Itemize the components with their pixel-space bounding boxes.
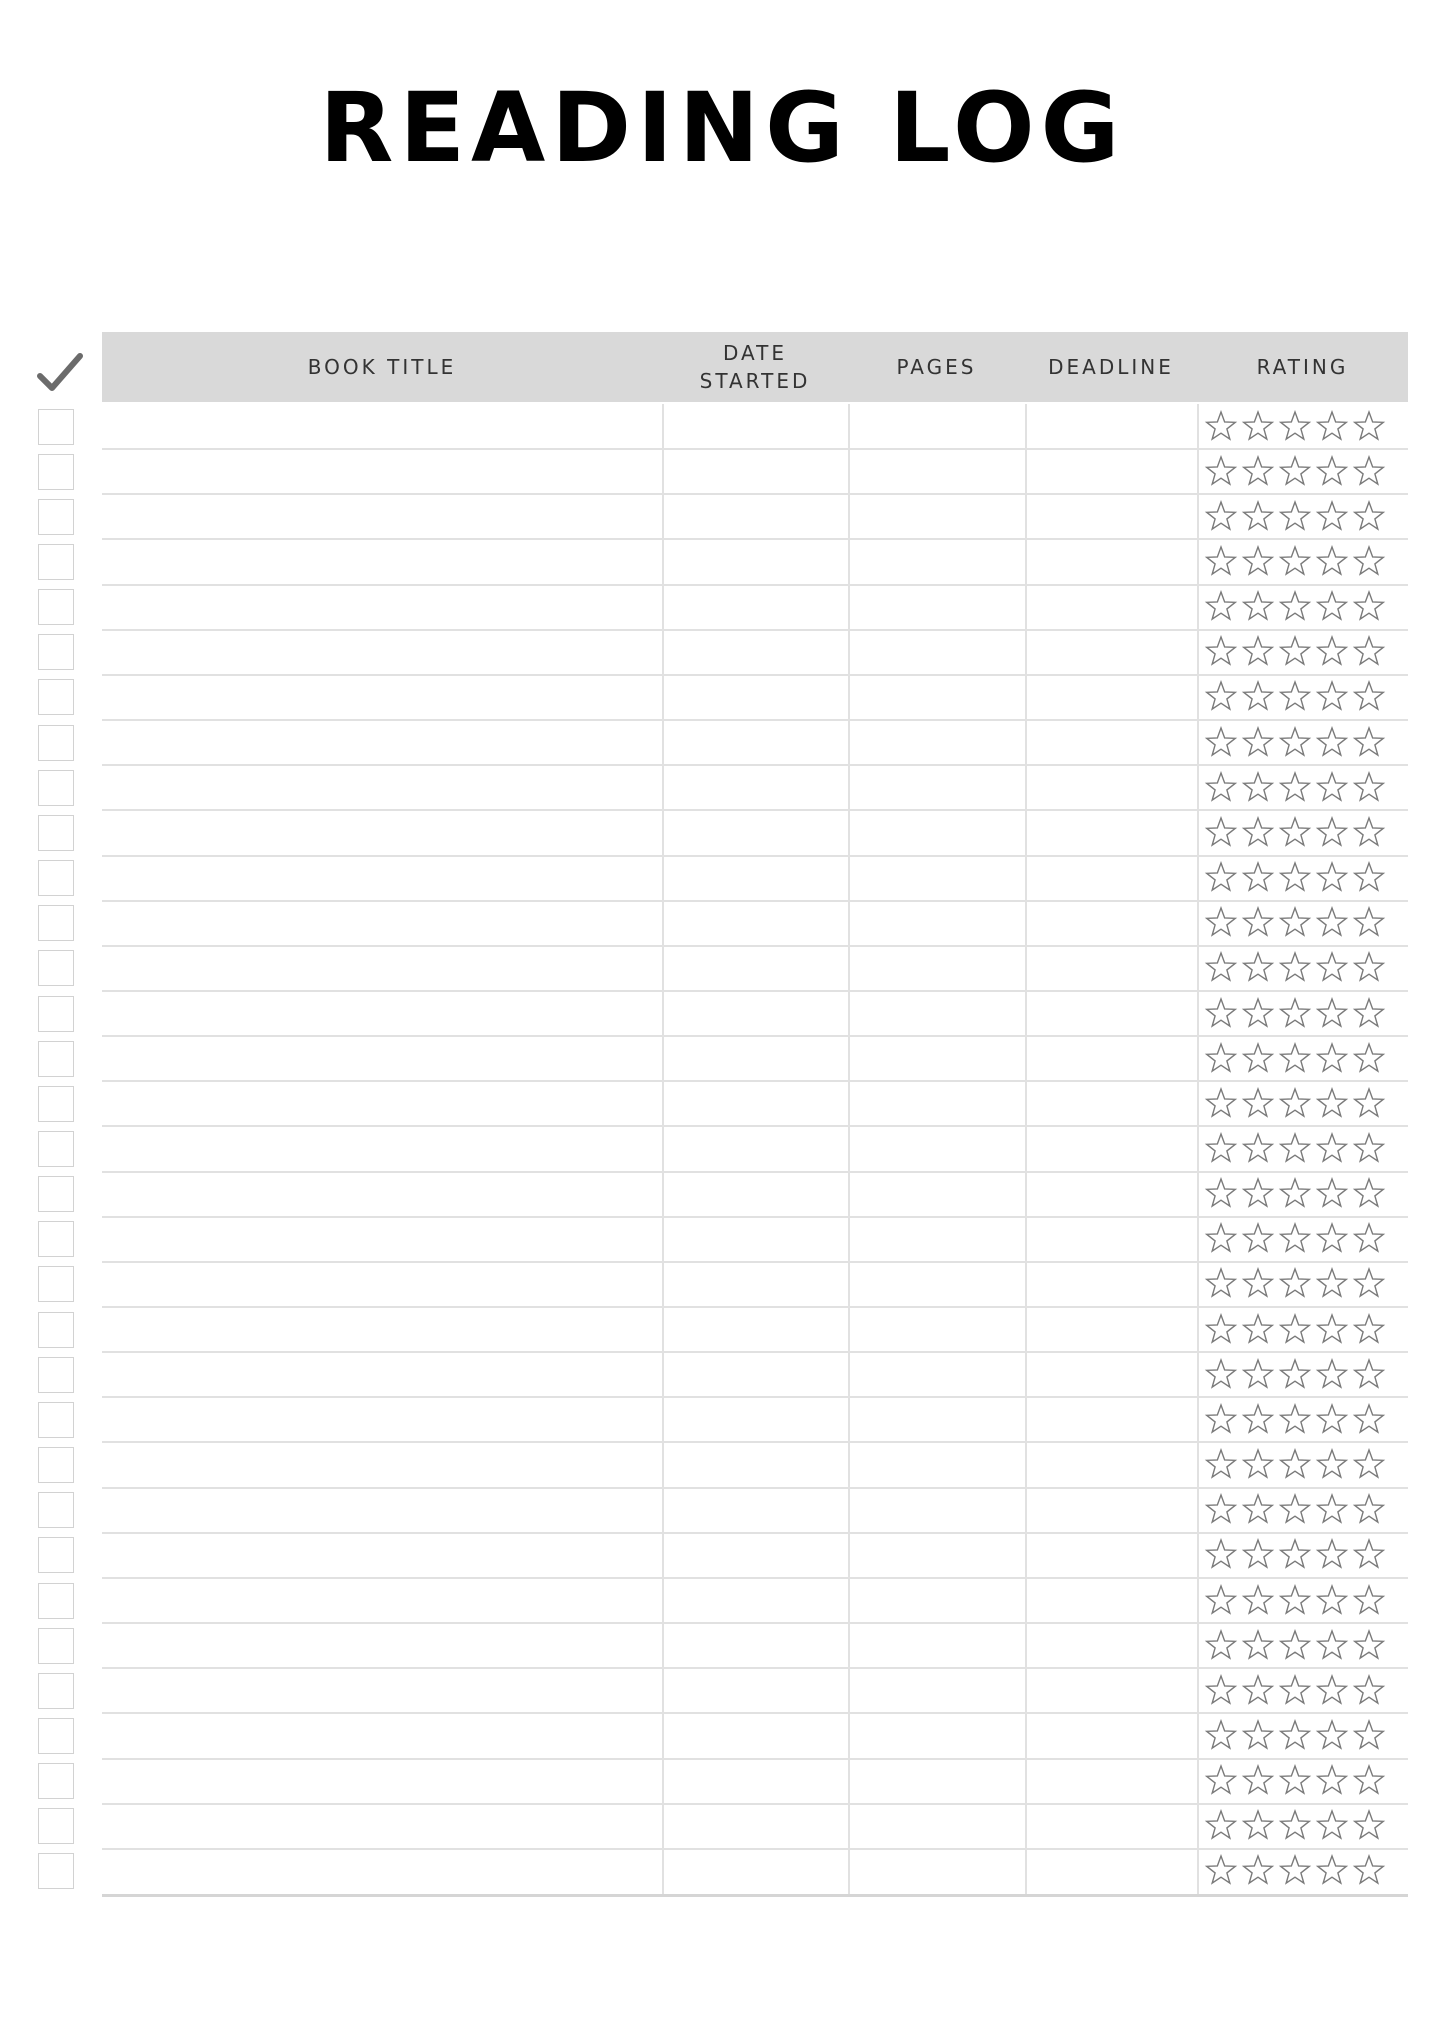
star-rating[interactable] bbox=[1204, 500, 1386, 534]
star-outline-icon[interactable] bbox=[1241, 1719, 1275, 1753]
star-outline-icon[interactable] bbox=[1315, 1132, 1349, 1166]
star-outline-icon[interactable] bbox=[1315, 1584, 1349, 1618]
column-header-date-started-line2: STARTED bbox=[699, 369, 811, 393]
star-outline-icon[interactable] bbox=[1352, 1222, 1386, 1256]
table-bottom-border bbox=[102, 1894, 1408, 1897]
star-outline-icon[interactable] bbox=[1204, 1854, 1238, 1888]
row-checkbox[interactable] bbox=[38, 454, 74, 490]
star-outline-icon[interactable] bbox=[1352, 590, 1386, 624]
column-header-pages-label: PAGES bbox=[896, 355, 977, 379]
row-checkbox[interactable] bbox=[38, 770, 74, 806]
star-outline-icon[interactable] bbox=[1352, 1087, 1386, 1121]
star-outline-icon[interactable] bbox=[1315, 1087, 1349, 1121]
star-outline-icon[interactable] bbox=[1278, 1809, 1312, 1843]
star-outline-icon[interactable] bbox=[1315, 455, 1349, 489]
star-rating[interactable] bbox=[1204, 1584, 1386, 1618]
star-outline-icon[interactable] bbox=[1241, 635, 1275, 669]
star-outline-icon[interactable] bbox=[1315, 545, 1349, 579]
star-outline-icon[interactable] bbox=[1241, 1764, 1275, 1798]
star-outline-icon[interactable] bbox=[1241, 1267, 1275, 1301]
star-outline-icon[interactable] bbox=[1315, 1629, 1349, 1663]
row-divider bbox=[102, 1848, 1408, 1850]
star-rating[interactable] bbox=[1204, 1493, 1386, 1527]
star-outline-icon[interactable] bbox=[1315, 861, 1349, 895]
star-outline-icon[interactable] bbox=[1204, 1493, 1238, 1527]
star-outline-icon[interactable] bbox=[1315, 1493, 1349, 1527]
star-outline-icon[interactable] bbox=[1204, 1042, 1238, 1076]
page-title: READING LOG bbox=[319, 72, 1126, 184]
row-divider bbox=[102, 1171, 1408, 1173]
star-rating[interactable] bbox=[1204, 590, 1386, 624]
star-outline-icon[interactable] bbox=[1204, 1313, 1238, 1347]
star-outline-icon[interactable] bbox=[1204, 1132, 1238, 1166]
row-divider bbox=[102, 855, 1408, 857]
star-outline-icon[interactable] bbox=[1241, 545, 1275, 579]
star-outline-icon[interactable] bbox=[1204, 726, 1238, 760]
star-outline-icon[interactable] bbox=[1352, 1629, 1386, 1663]
star-rating[interactable] bbox=[1204, 771, 1386, 805]
star-outline-icon[interactable] bbox=[1204, 1358, 1238, 1392]
row-checkbox[interactable] bbox=[38, 1447, 74, 1483]
star-outline-icon[interactable] bbox=[1278, 1042, 1312, 1076]
column-header-deadline-label: DEADLINE bbox=[1048, 355, 1174, 379]
star-outline-icon[interactable] bbox=[1352, 1719, 1386, 1753]
star-outline-icon[interactable] bbox=[1241, 997, 1275, 1031]
star-outline-icon[interactable] bbox=[1352, 1403, 1386, 1437]
row-divider bbox=[102, 1396, 1408, 1398]
star-rating[interactable] bbox=[1204, 816, 1386, 850]
star-outline-icon[interactable] bbox=[1241, 771, 1275, 805]
star-outline-icon[interactable] bbox=[1352, 726, 1386, 760]
star-outline-icon[interactable] bbox=[1241, 455, 1275, 489]
star-outline-icon[interactable] bbox=[1315, 1177, 1349, 1211]
star-rating[interactable] bbox=[1204, 1674, 1386, 1708]
row-checkbox[interactable] bbox=[38, 725, 74, 761]
star-outline-icon[interactable] bbox=[1241, 951, 1275, 985]
row-checkbox[interactable] bbox=[38, 1357, 74, 1393]
column-header-rating bbox=[1197, 332, 1408, 402]
star-rating[interactable] bbox=[1204, 1132, 1386, 1166]
row-checkbox[interactable] bbox=[38, 1673, 74, 1709]
star-outline-icon[interactable] bbox=[1352, 1313, 1386, 1347]
star-outline-icon[interactable] bbox=[1278, 1177, 1312, 1211]
row-checkbox[interactable] bbox=[38, 860, 74, 896]
star-outline-icon[interactable] bbox=[1352, 455, 1386, 489]
star-outline-icon[interactable] bbox=[1204, 997, 1238, 1031]
star-outline-icon[interactable] bbox=[1315, 1313, 1349, 1347]
row-checkbox[interactable] bbox=[38, 1041, 74, 1077]
star-outline-icon[interactable] bbox=[1278, 861, 1312, 895]
star-rating[interactable] bbox=[1204, 951, 1386, 985]
column-header-date-started bbox=[662, 332, 848, 402]
star-outline-icon[interactable] bbox=[1204, 1177, 1238, 1211]
star-rating[interactable] bbox=[1204, 1809, 1386, 1843]
star-outline-icon[interactable] bbox=[1204, 635, 1238, 669]
star-outline-icon[interactable] bbox=[1315, 500, 1349, 534]
star-outline-icon[interactable] bbox=[1352, 997, 1386, 1031]
star-outline-icon[interactable] bbox=[1204, 1538, 1238, 1572]
column-header-deadline bbox=[1025, 332, 1197, 402]
star-outline-icon[interactable] bbox=[1352, 500, 1386, 534]
row-checkbox[interactable] bbox=[38, 679, 74, 715]
star-outline-icon[interactable] bbox=[1241, 1584, 1275, 1618]
star-outline-icon[interactable] bbox=[1352, 1538, 1386, 1572]
row-divider bbox=[102, 1758, 1408, 1760]
star-outline-icon[interactable] bbox=[1278, 1267, 1312, 1301]
star-rating[interactable] bbox=[1204, 726, 1386, 760]
star-outline-icon[interactable] bbox=[1315, 816, 1349, 850]
row-divider bbox=[102, 538, 1408, 540]
star-outline-icon[interactable] bbox=[1278, 590, 1312, 624]
star-outline-icon[interactable] bbox=[1241, 500, 1275, 534]
row-divider bbox=[102, 900, 1408, 902]
star-outline-icon[interactable] bbox=[1241, 1222, 1275, 1256]
star-outline-icon[interactable] bbox=[1278, 1629, 1312, 1663]
star-outline-icon[interactable] bbox=[1352, 1584, 1386, 1618]
star-outline-icon[interactable] bbox=[1241, 1493, 1275, 1527]
star-rating[interactable] bbox=[1204, 1177, 1386, 1211]
star-outline-icon[interactable] bbox=[1315, 1358, 1349, 1392]
row-checkbox[interactable] bbox=[38, 1312, 74, 1348]
row-divider bbox=[102, 629, 1408, 631]
star-outline-icon[interactable] bbox=[1278, 726, 1312, 760]
star-outline-icon[interactable] bbox=[1241, 680, 1275, 714]
star-outline-icon[interactable] bbox=[1278, 951, 1312, 985]
column-header-date-started-line1: DATE bbox=[722, 341, 788, 365]
star-outline-icon[interactable] bbox=[1204, 906, 1238, 940]
row-divider bbox=[102, 674, 1408, 676]
row-divider bbox=[102, 1441, 1408, 1443]
star-outline-icon[interactable] bbox=[1278, 997, 1312, 1031]
star-outline-icon[interactable] bbox=[1278, 1674, 1312, 1708]
star-outline-icon[interactable] bbox=[1278, 680, 1312, 714]
star-outline-icon[interactable] bbox=[1241, 906, 1275, 940]
star-outline-icon[interactable] bbox=[1278, 816, 1312, 850]
star-rating[interactable] bbox=[1204, 1719, 1386, 1753]
star-outline-icon[interactable] bbox=[1241, 590, 1275, 624]
star-rating[interactable] bbox=[1204, 997, 1386, 1031]
row-divider bbox=[102, 1035, 1408, 1037]
star-outline-icon[interactable] bbox=[1352, 1493, 1386, 1527]
star-outline-icon[interactable] bbox=[1315, 1042, 1349, 1076]
star-outline-icon[interactable] bbox=[1204, 545, 1238, 579]
star-rating[interactable] bbox=[1204, 1313, 1386, 1347]
star-outline-icon[interactable] bbox=[1204, 1809, 1238, 1843]
row-divider bbox=[102, 1261, 1408, 1263]
star-outline-icon[interactable] bbox=[1352, 545, 1386, 579]
star-outline-icon[interactable] bbox=[1241, 410, 1275, 444]
star-outline-icon[interactable] bbox=[1204, 1267, 1238, 1301]
row-checkbox[interactable] bbox=[38, 815, 74, 851]
row-divider bbox=[102, 493, 1408, 495]
star-outline-icon[interactable] bbox=[1278, 635, 1312, 669]
star-outline-icon[interactable] bbox=[1315, 997, 1349, 1031]
column-header-rating-label: RATING bbox=[1256, 355, 1349, 379]
star-outline-icon[interactable] bbox=[1204, 951, 1238, 985]
row-divider bbox=[102, 719, 1408, 721]
star-rating[interactable] bbox=[1204, 1538, 1386, 1572]
star-outline-icon[interactable] bbox=[1352, 1132, 1386, 1166]
star-outline-icon[interactable] bbox=[1241, 1132, 1275, 1166]
column-header-book-title bbox=[102, 332, 662, 402]
star-outline-icon[interactable] bbox=[1315, 1538, 1349, 1572]
row-divider bbox=[102, 1080, 1408, 1082]
star-rating[interactable] bbox=[1204, 545, 1386, 579]
star-outline-icon[interactable] bbox=[1204, 1403, 1238, 1437]
row-checkbox[interactable] bbox=[38, 1492, 74, 1528]
star-outline-icon[interactable] bbox=[1315, 1403, 1349, 1437]
star-outline-icon[interactable] bbox=[1241, 1403, 1275, 1437]
star-outline-icon[interactable] bbox=[1204, 590, 1238, 624]
star-outline-icon[interactable] bbox=[1241, 1177, 1275, 1211]
star-rating[interactable] bbox=[1204, 1854, 1386, 1888]
star-outline-icon[interactable] bbox=[1241, 1809, 1275, 1843]
star-outline-icon[interactable] bbox=[1352, 771, 1386, 805]
star-rating[interactable] bbox=[1204, 1448, 1386, 1482]
star-rating[interactable] bbox=[1204, 1222, 1386, 1256]
column-divider bbox=[1197, 404, 1199, 1894]
star-outline-icon[interactable] bbox=[1278, 1403, 1312, 1437]
star-outline-icon[interactable] bbox=[1278, 410, 1312, 444]
star-outline-icon[interactable] bbox=[1278, 1358, 1312, 1392]
star-outline-icon[interactable] bbox=[1278, 545, 1312, 579]
row-divider bbox=[102, 764, 1408, 766]
row-checkbox[interactable] bbox=[38, 905, 74, 941]
star-outline-icon[interactable] bbox=[1352, 410, 1386, 444]
star-outline-icon[interactable] bbox=[1315, 680, 1349, 714]
row-checkbox[interactable] bbox=[38, 409, 74, 445]
star-rating[interactable] bbox=[1204, 680, 1386, 714]
row-checkbox[interactable] bbox=[38, 1853, 74, 1889]
row-checkbox[interactable] bbox=[38, 996, 74, 1032]
star-outline-icon[interactable] bbox=[1278, 1132, 1312, 1166]
row-divider bbox=[102, 1216, 1408, 1218]
star-outline-icon[interactable] bbox=[1241, 861, 1275, 895]
star-outline-icon[interactable] bbox=[1352, 1042, 1386, 1076]
star-outline-icon[interactable] bbox=[1241, 1674, 1275, 1708]
star-outline-icon[interactable] bbox=[1241, 1538, 1275, 1572]
star-outline-icon[interactable] bbox=[1315, 635, 1349, 669]
star-outline-icon[interactable] bbox=[1352, 1448, 1386, 1482]
star-outline-icon[interactable] bbox=[1204, 771, 1238, 805]
row-checkbox[interactable] bbox=[38, 1131, 74, 1167]
star-outline-icon[interactable] bbox=[1241, 1313, 1275, 1347]
star-outline-icon[interactable] bbox=[1241, 1854, 1275, 1888]
star-outline-icon[interactable] bbox=[1204, 816, 1238, 850]
row-divider bbox=[102, 1577, 1408, 1579]
row-divider bbox=[102, 1712, 1408, 1714]
row-divider bbox=[102, 1667, 1408, 1669]
star-outline-icon[interactable] bbox=[1315, 951, 1349, 985]
row-checkbox[interactable] bbox=[38, 1537, 74, 1573]
row-checkbox[interactable] bbox=[38, 1176, 74, 1212]
row-checkbox[interactable] bbox=[38, 950, 74, 986]
row-divider bbox=[102, 1487, 1408, 1489]
star-outline-icon[interactable] bbox=[1352, 1358, 1386, 1392]
star-outline-icon[interactable] bbox=[1352, 1674, 1386, 1708]
row-checkbox[interactable] bbox=[38, 1763, 74, 1799]
star-outline-icon[interactable] bbox=[1278, 1854, 1312, 1888]
star-outline-icon[interactable] bbox=[1352, 1764, 1386, 1798]
column-header-pages bbox=[848, 332, 1025, 402]
star-outline-icon[interactable] bbox=[1241, 1448, 1275, 1482]
star-outline-icon[interactable] bbox=[1352, 680, 1386, 714]
star-outline-icon[interactable] bbox=[1315, 590, 1349, 624]
row-checkbox[interactable] bbox=[38, 499, 74, 535]
star-outline-icon[interactable] bbox=[1352, 1854, 1386, 1888]
star-outline-icon[interactable] bbox=[1278, 500, 1312, 534]
star-outline-icon[interactable] bbox=[1315, 1764, 1349, 1798]
star-outline-icon[interactable] bbox=[1315, 771, 1349, 805]
star-rating[interactable] bbox=[1204, 906, 1386, 940]
star-outline-icon[interactable] bbox=[1278, 771, 1312, 805]
star-outline-icon[interactable] bbox=[1352, 816, 1386, 850]
star-outline-icon[interactable] bbox=[1241, 726, 1275, 760]
star-outline-icon[interactable] bbox=[1278, 455, 1312, 489]
row-checkbox[interactable] bbox=[38, 1718, 74, 1754]
star-outline-icon[interactable] bbox=[1204, 1629, 1238, 1663]
star-outline-icon[interactable] bbox=[1278, 1584, 1312, 1618]
star-outline-icon[interactable] bbox=[1278, 906, 1312, 940]
star-rating[interactable] bbox=[1204, 1358, 1386, 1392]
star-rating[interactable] bbox=[1204, 410, 1386, 444]
star-outline-icon[interactable] bbox=[1352, 1809, 1386, 1843]
row-divider bbox=[102, 990, 1408, 992]
column-divider bbox=[662, 404, 664, 1894]
row-divider bbox=[102, 1532, 1408, 1534]
star-outline-icon[interactable] bbox=[1278, 1313, 1312, 1347]
star-rating[interactable] bbox=[1204, 861, 1386, 895]
star-outline-icon[interactable] bbox=[1315, 410, 1349, 444]
star-outline-icon[interactable] bbox=[1204, 1222, 1238, 1256]
row-divider bbox=[102, 584, 1408, 586]
row-divider bbox=[102, 945, 1408, 947]
row-divider bbox=[102, 1351, 1408, 1353]
star-rating[interactable] bbox=[1204, 1764, 1386, 1798]
column-divider bbox=[1025, 404, 1027, 1894]
star-outline-icon[interactable] bbox=[1315, 1267, 1349, 1301]
star-outline-icon[interactable] bbox=[1278, 1222, 1312, 1256]
star-outline-icon[interactable] bbox=[1278, 1087, 1312, 1121]
star-outline-icon[interactable] bbox=[1204, 1448, 1238, 1482]
star-outline-icon[interactable] bbox=[1278, 1493, 1312, 1527]
row-checkbox[interactable] bbox=[38, 1402, 74, 1438]
row-checkbox[interactable] bbox=[38, 544, 74, 580]
star-outline-icon[interactable] bbox=[1352, 906, 1386, 940]
star-outline-icon[interactable] bbox=[1278, 1538, 1312, 1572]
star-outline-icon[interactable] bbox=[1278, 1448, 1312, 1482]
star-outline-icon[interactable] bbox=[1204, 455, 1238, 489]
star-outline-icon[interactable] bbox=[1204, 1584, 1238, 1618]
star-rating[interactable] bbox=[1204, 1087, 1386, 1121]
star-outline-icon[interactable] bbox=[1278, 1719, 1312, 1753]
star-outline-icon[interactable] bbox=[1352, 861, 1386, 895]
star-outline-icon[interactable] bbox=[1315, 1222, 1349, 1256]
star-rating[interactable] bbox=[1204, 1629, 1386, 1663]
star-outline-icon[interactable] bbox=[1241, 1042, 1275, 1076]
star-outline-icon[interactable] bbox=[1204, 1764, 1238, 1798]
star-outline-icon[interactable] bbox=[1204, 1087, 1238, 1121]
column-header-book-title-label: BOOK TITLE bbox=[307, 355, 457, 379]
star-outline-icon[interactable] bbox=[1278, 1764, 1312, 1798]
star-outline-icon[interactable] bbox=[1204, 500, 1238, 534]
star-outline-icon[interactable] bbox=[1241, 1087, 1275, 1121]
row-divider bbox=[102, 809, 1408, 811]
row-checkbox[interactable] bbox=[38, 1628, 74, 1664]
star-outline-icon[interactable] bbox=[1241, 1629, 1275, 1663]
row-divider bbox=[102, 1306, 1408, 1308]
star-outline-icon[interactable] bbox=[1315, 1448, 1349, 1482]
star-outline-icon[interactable] bbox=[1241, 1358, 1275, 1392]
star-outline-icon[interactable] bbox=[1204, 1674, 1238, 1708]
row-checkbox[interactable] bbox=[38, 589, 74, 625]
star-outline-icon[interactable] bbox=[1315, 1854, 1349, 1888]
star-outline-icon[interactable] bbox=[1352, 951, 1386, 985]
row-checkbox[interactable] bbox=[38, 1086, 74, 1122]
star-outline-icon[interactable] bbox=[1241, 816, 1275, 850]
column-divider bbox=[848, 404, 850, 1894]
row-checkbox[interactable] bbox=[38, 1221, 74, 1257]
row-divider bbox=[102, 1803, 1408, 1805]
star-outline-icon[interactable] bbox=[1352, 635, 1386, 669]
star-outline-icon[interactable] bbox=[1352, 1177, 1386, 1211]
row-divider bbox=[102, 1622, 1408, 1624]
row-checkbox[interactable] bbox=[38, 634, 74, 670]
star-rating[interactable] bbox=[1204, 1042, 1386, 1076]
row-divider bbox=[102, 1125, 1408, 1127]
star-outline-icon[interactable] bbox=[1204, 1719, 1238, 1753]
star-outline-icon[interactable] bbox=[1204, 680, 1238, 714]
star-rating[interactable] bbox=[1204, 635, 1386, 669]
star-outline-icon[interactable] bbox=[1315, 906, 1349, 940]
row-checkbox[interactable] bbox=[38, 1266, 74, 1302]
star-outline-icon[interactable] bbox=[1315, 726, 1349, 760]
star-outline-icon[interactable] bbox=[1315, 1719, 1349, 1753]
star-outline-icon[interactable] bbox=[1352, 1267, 1386, 1301]
star-rating[interactable] bbox=[1204, 1267, 1386, 1301]
row-checkbox[interactable] bbox=[38, 1583, 74, 1619]
star-outline-icon[interactable] bbox=[1315, 1809, 1349, 1843]
row-checkbox[interactable] bbox=[38, 1808, 74, 1844]
checkmark-icon bbox=[36, 350, 84, 398]
star-rating[interactable] bbox=[1204, 1403, 1386, 1437]
star-rating[interactable] bbox=[1204, 455, 1386, 489]
star-outline-icon[interactable] bbox=[1315, 1674, 1349, 1708]
star-outline-icon[interactable] bbox=[1204, 861, 1238, 895]
star-outline-icon[interactable] bbox=[1204, 410, 1238, 444]
row-divider bbox=[102, 448, 1408, 450]
